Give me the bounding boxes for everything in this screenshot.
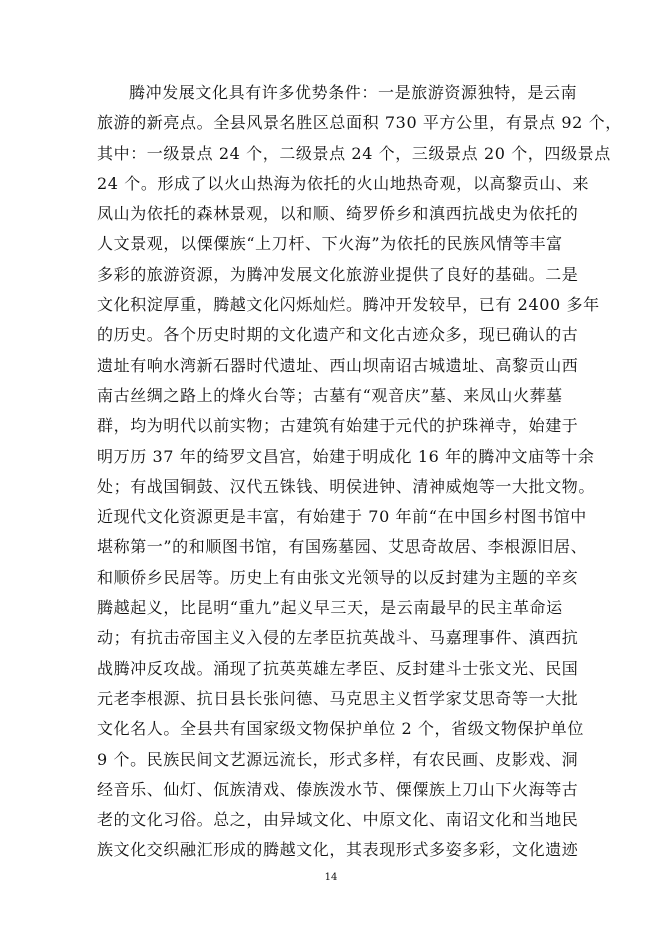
text-line: 遗址有响水湾新石器时代遗址、西山坝南诏古城遗址、高黎贡山西 <box>97 355 579 375</box>
body-paragraph <box>97 78 622 866</box>
text-line: 的历史。各个历史时期的文化遗产和文化古迹众多，现已确认的古 <box>97 325 579 345</box>
text-line: 处；有战国铜鼓、汉代五铢钱、明侯进钟、清神威炮等一大批文物。 <box>97 476 596 496</box>
text-line: 和顺侨乡民居等。历史上有由张文光领导的以反封建为主题的辛亥 <box>97 567 579 587</box>
text-line: 战腾冲反攻战。涌现了抗英英雄左孝臣、反封建斗士张文光、民国 <box>97 658 579 678</box>
text-line: 凤山为依托的森林景观，以和顺、绮罗侨乡和滇西抗战史为依托的 <box>97 204 579 224</box>
text-line: 动；有抗击帝国主义入侵的左孝臣抗英战斗、马嘉理事件、滇西抗 <box>97 628 579 648</box>
text-line: 旅游的新亮点。全县风景名胜区总面积 730 平方公里，有景点 92 个， <box>97 113 622 133</box>
text-line: 元老李根源、抗日县长张问德、马克思主义哲学家艾思奇等一大批 <box>97 688 579 708</box>
text-line: 腾冲发展文化具有许多优势条件：一是旅游资源独特，是云南 <box>129 83 578 102</box>
text-line: 人文景观，以傈僳族“上刀杆、下火海”为依托的民族风情等丰富 <box>97 234 563 254</box>
text-line: 其中：一级景点 24 个，二级景点 24 个，三级景点 20 个，四级景点 <box>97 143 611 163</box>
text-line: 文化名人。全县共有国家级文物保护单位 2 个，省级文物保护单位 <box>97 719 584 739</box>
text-line: 族文化交织融汇形成的腾越文化，其表现形式多姿多彩，文化遗迹 <box>97 840 579 860</box>
text-line: 南古丝绸之路上的烽火台等；古墓有“观音庆”墓、来凤山火葬墓 <box>97 385 563 405</box>
text-line: 文化积淀厚重，腾越文化闪烁灿烂。腾冲开发较早，已有 2400 多年 <box>97 295 600 315</box>
text-line: 明万历 37 年的绮罗文昌宫，始建于明成化 16 年的腾冲文庙等十余 <box>97 446 595 466</box>
text-line: 24 个。形成了以火山热海为依托的火山地热奇观，以高黎贡山、来 <box>97 173 590 193</box>
text-line: 群，均为明代以前实物；古建筑有始建于元代的护珠禅寺，始建于 <box>97 416 579 436</box>
text-line: 堪称第一”的和顺图书馆，有国殇墓园、艾思奇故居、李根源旧居、 <box>97 537 588 557</box>
text-line: 9 个。民族民间文艺源远流长，形式多样，有农民画、皮影戏、洞 <box>97 749 579 769</box>
text-line: 腾越起义，比昆明“重九”起义早三天，是云南最早的民主革命运 <box>97 598 563 618</box>
page-number: 14 <box>324 872 338 883</box>
text-line: 老的文化习俗。总之，由异域文化、中原文化、南诏文化和当地民 <box>97 810 579 830</box>
text-line: 经音乐、仙灯、佤族清戏、傣族泼水节、傈僳族上刀山下火海等古 <box>97 779 579 799</box>
text-line: 近现代文化资源更是丰富，有始建于 70 年前“在中国乡村图书馆中 <box>97 507 587 527</box>
text-line: 多彩的旅游资源，为腾冲发展文化旅游业提供了良好的基础。二是 <box>97 264 579 284</box>
